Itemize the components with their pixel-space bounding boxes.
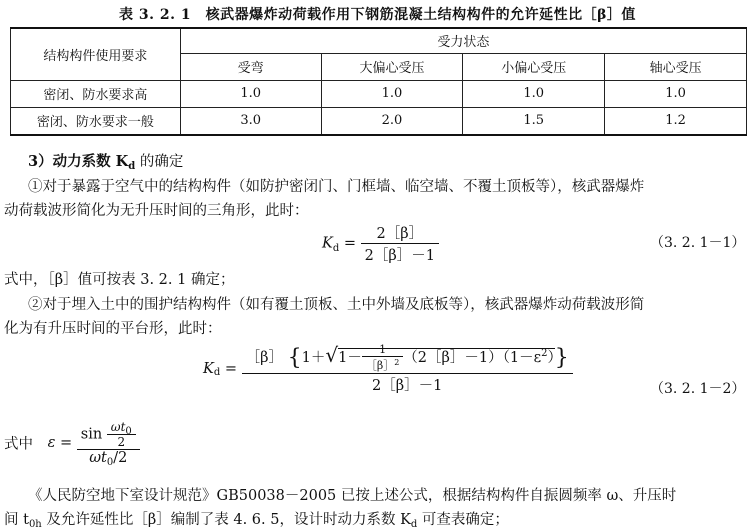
equation-3: 式中 ε = sin $\frac{\omega t_0}{2}$ $\omega t_0/2$ [4, 420, 140, 466]
equation-1-number: （3. 2. 1－1） [650, 235, 746, 251]
equation-2-number: （3. 2. 1－2） [650, 381, 746, 397]
column-header: 小偏心受压 [463, 53, 605, 80]
column-header: 受弯 [180, 53, 321, 80]
group-header-cell: 受力状态 [180, 28, 746, 53]
table-row [11, 107, 747, 135]
column-header: 大偏心受压 [321, 53, 463, 80]
paragraph-line: ②对于埋入土中的围护结构构件（如有覆土顶板、土中外墙及底板等），核武器爆炸动荷载波形简 [28, 297, 645, 313]
table-cell: 3.0 [180, 107, 321, 135]
paragraph-line: 式中，［β］值可按表 3. 2. 1 确定； [4, 272, 235, 288]
paragraph-line: ①对于暴露于空气中的结构构件（如防护密闭门、门框墙、临空墙、不覆土顶板等），核武器爆炸 [28, 179, 645, 195]
row-label: 密闭、防水要求一般 [11, 107, 181, 135]
table-cell: 1.2 [605, 107, 747, 135]
row-label: 密闭、防水要求高 [11, 80, 181, 107]
paragraph-line: 化为有升压时间的平台形，此时： [4, 321, 222, 337]
table-title: 表 3. 2. 1 核武器爆炸动荷载作用下钢筋混凝土结构构件的允许延性比［β］值 [119, 7, 636, 23]
paragraph-line: 动荷载波形简化为无升压时间的三角形，此时： [4, 203, 309, 219]
table-row [11, 80, 747, 107]
paragraph-line: 间 $t_{0h}$ 及允许延性比［β］编制了表 4. 6. 5，设计时动力系数 $K_d$ 可查表确定； [4, 512, 509, 530]
table-cell: 1.0 [605, 80, 747, 107]
table-cell: 2.0 [321, 107, 463, 135]
table-cell: 1.0 [463, 80, 605, 107]
row-header-cell: 结构构件使用要求 [11, 28, 181, 80]
table-cell: 1.0 [180, 80, 321, 107]
table-cell: 1.0 [321, 80, 463, 107]
section-heading: 3）动力系数 $K_d$ 的确定 [28, 153, 184, 172]
table-cell: 1.5 [463, 107, 605, 135]
ductility-ratio-table [10, 27, 747, 136]
paragraph-line: 《人民防空地下室设计规范》GB50038－2005 已按上述公式，根据结构构件自振圆频率 ω、升压时 [28, 488, 677, 504]
equation-1: $K_d$ = $\frac{2[\beta]}{2[\beta]-1}$ [322, 222, 439, 265]
equation-2: $K_d$ = ［β］ {1＋√1－ $\frac{1}{[\beta]^2}$ $(2[\beta]-1)(1-\varepsilon^2)$} 2［β］－1 [203, 343, 573, 395]
column-header: 轴心受压 [605, 53, 747, 80]
